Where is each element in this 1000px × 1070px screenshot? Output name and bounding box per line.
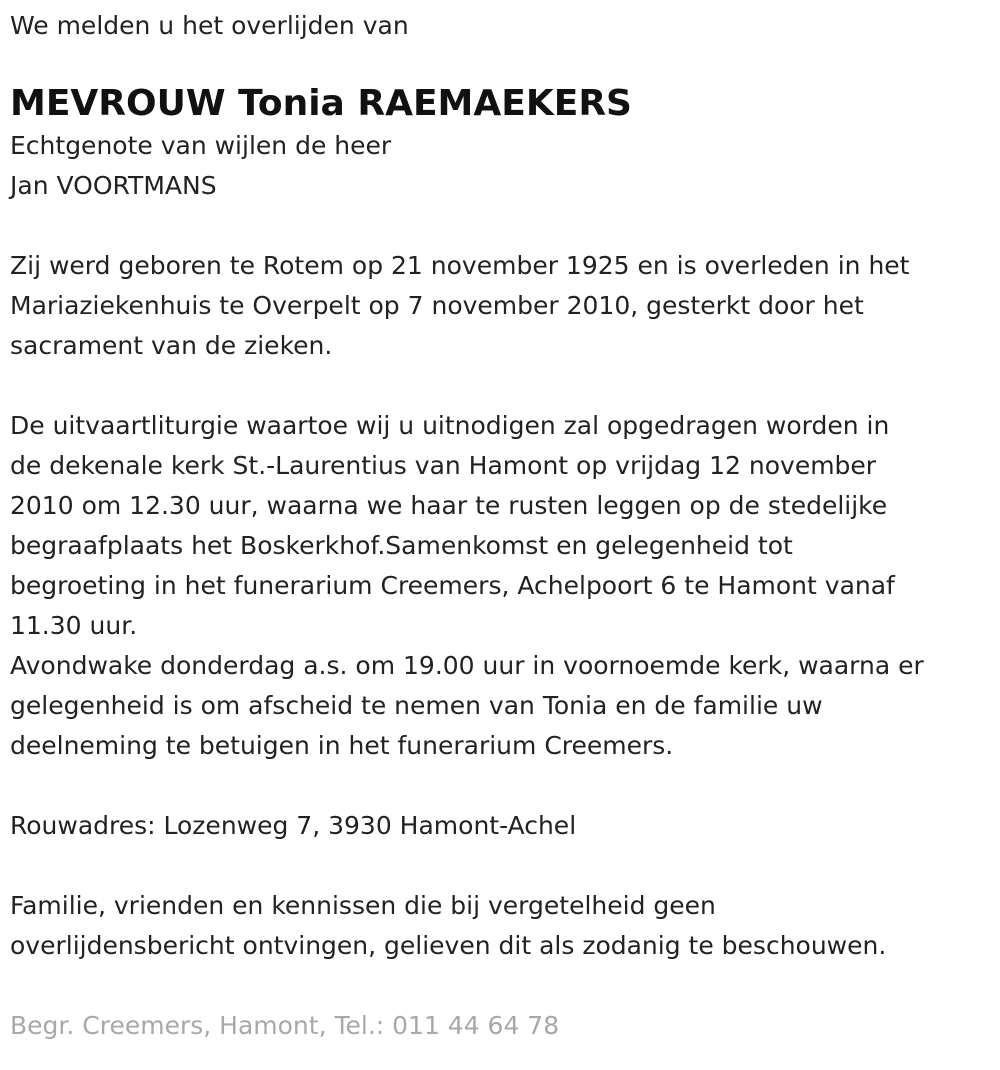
paragraph-line: begroeting in het funerarium Creemers, Achelpoort 6 te Hamont vanaf <box>10 571 895 600</box>
spacer <box>10 46 1000 82</box>
paragraph-line: overlijdensbericht ontvingen, gelieven dit als zodanig te beschouwen. <box>10 931 887 960</box>
paragraph-line: de dekenale kerk St.-Laurentius van Hamont op vrijdag 12 november <box>10 451 877 480</box>
spacer <box>10 766 1000 806</box>
paragraph-line: Mariaziekenhuis te Overpelt op 7 november 2010, gesterkt door het <box>10 291 864 320</box>
spouse-line: Jan VOORTMANS <box>10 171 217 200</box>
funeral-paragraph <box>10 406 1000 766</box>
paragraph-line: 2010 om 12.30 uur, waarna we haar te rusten leggen op de stedelijke <box>10 491 888 520</box>
paragraph-line: De uitvaartliturgie waartoe wij u uitnodigen zal opgedragen worden in <box>10 411 890 440</box>
spouse-info <box>10 126 1000 206</box>
mourning-address: Rouwadres: Lozenweg 7, 3930 Hamont-Achel <box>10 811 577 840</box>
spacer <box>10 366 1000 406</box>
spacer <box>10 206 1000 246</box>
spouse-line: Echtgenote van wijlen de heer <box>10 131 392 160</box>
funeral-home-footer: Begr. Creemers, Hamont, Tel.: 011 44 64 78 <box>10 1011 560 1040</box>
paragraph-line: gelegenheid is om afscheid te nemen van Tonia en de familie uw <box>10 691 823 720</box>
notice-paragraph <box>10 886 1000 966</box>
spacer <box>10 966 1000 1006</box>
paragraph-line: 11.30 uur. <box>10 611 138 640</box>
paragraph-line: Zij werd geboren te Rotem op 21 november 1925 en is overleden in het <box>10 251 910 280</box>
spacer <box>10 846 1000 886</box>
paragraph-line: begraafplaats het Boskerkhof.Samenkomst en gelegenheid tot <box>10 531 793 560</box>
paragraph-line: Familie, vrienden en kennissen die bij vergetelheid geen <box>10 891 716 920</box>
paragraph-line: Avondwake donderdag a.s. om 19.00 uur in voornoemde kerk, waarna er <box>10 651 924 680</box>
paragraph-line: deelneming te betuigen in het funerarium Creemers. <box>10 731 674 760</box>
paragraph-line: sacrament van de zieken. <box>10 331 333 360</box>
intro-text: We melden u het overlijden van <box>10 11 409 40</box>
birth-death-paragraph <box>10 246 1000 366</box>
deceased-name: MEVROUW Tonia RAEMAEKERS <box>10 83 632 124</box>
